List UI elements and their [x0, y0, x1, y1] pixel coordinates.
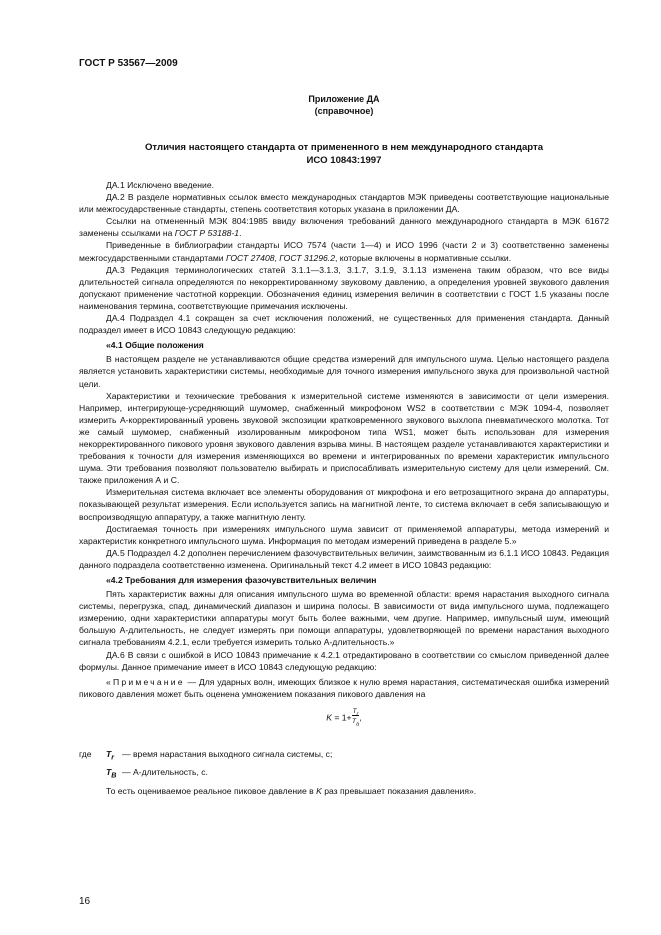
ref-gost-27408: ГОСТ 27408 — [225, 252, 275, 263]
document-title-line-2: ИСО 10843:1997 — [306, 154, 382, 166]
ref-gost-r-53188: ГОСТ Р 53188-1 — [174, 228, 240, 239]
section-4-2-paragraph: Пять характеристик важны для описания импульсного шума во временной области: время нарастания выходного сигнала системы, перегрузка, спад, динамический диапазон и ширина полосы. В зависимости от вида импульсного шума, подлежащего измерению, одни характеристики аппаратуры могут быть более важными, чем другие. Например, импульсный шум, имеющий большую А-длительность, не следует измерять при помощи аппаратуры, удовлетворяющей по времени нарастания выходного сигнала требованиям 4.2.1, если требуется измерить только А-длительность.» — [79, 589, 609, 648]
document-header: ГОСТ Р 53567—2009 — [79, 58, 178, 69]
paragraph-da3: ДА.3 Редакция терминологических статей 3.1.1—3.1.3, 3.1.7, 3.1.9, 3.1.13 изменена таким образом, что все виды длительностей сигнала определяются по некорректированному звуковому давлению, а определения уровней звукового давления допускают применение частотной коррекции. Обозначения единиц измерения величин в соответствии с ГОСТ 1.5 указаны после наименования термина, соответствующие примечания исключены. — [79, 264, 609, 311]
where-item — [79, 748, 609, 764]
paragraph-iec-refs-text: Ссылки на отмененный МЭК 804:1985 ввиду включения требований данного международного стандарта в МЭК 61672 заменены ссылками на — [79, 216, 609, 239]
paragraph-bibliography-text: Приведенные в библиографии стандарты ИСО 7574 (части 1—4) и ИСО 1996 (части 2 и 3) соответственно заменены межгосударственными стандартами — [79, 240, 609, 263]
section-4-1-paragraph: В настоящем разделе не устанавливаются общие средства измерений для импульсного шума. Целью настоящего раздела является установить характеристики системы, необходимые для точного измерения импульсного звука для произвольной частной цели. — [79, 354, 609, 389]
page-number: 16 — [79, 896, 91, 907]
paragraph-bibliography-tail: , которые включены в нормативные ссылки. — [334, 252, 512, 263]
formula-denominator: $T_a$ — [351, 718, 359, 728]
section-4-2-heading: «4.2 Требования для измерения фазочувствительных величин — [106, 575, 377, 585]
final-k: K — [316, 785, 322, 796]
section-4-1-paragraph: Характеристики и технические требования к измерительной системе изменяются в зависимости от цели измерения. Например, интегрирующе-усредняющий шумомер, снабженный микрофоном WS2 в соответствии с МЭК 1094-4, позволяет измерить А-корректированный уровень звуковой экспозиции кратковременного звукового выхлопа пневматического молотка. Тот же самый шумомер, снабженный изолированным микрофоном типа WS1, может быть использован для измерения некорректированного пикового уровня звукового давления взрыва мины. В настоящем разделе устанавливаются характеристики и требования к точности для измерения изменяющихся во времени и интегрированных по времени характеристик импульсного шума. Эти требования позволяют пользователю выбирать и приспосабливать измерительную систему для цели измерений. См. также приложения А и С. — [79, 390, 609, 486]
section-4-1-paragraph: Измерительная система включает все элементы оборудования от микрофона и его ветрозащитного экрана до аппаратуры, показывающей результат измерения. Если используется запись на магнитной ленте, то система включает в себя записывающую и воспроизводящую аппаратуру, а также магнитную ленту. — [79, 487, 609, 522]
final-paragraph: То есть оцениваемое реальное пиковое давление в K раз превышает показания давления». — [106, 785, 477, 796]
document-body — [79, 179, 609, 797]
document-title — [79, 142, 609, 167]
paragraph-da1: ДА.1 Исключено введение. — [106, 180, 215, 190]
formula — [79, 708, 609, 742]
section-4-1-paragraph: Достигаемая точность при измерениях импульсного шума зависит от применяемой аппаратуры, метода измерений и характеристик конкретного импульсного шума. Информация по методам измерений приведена в разделе 5.» — [79, 523, 609, 546]
formula-numerator: $T_r$ — [352, 707, 359, 718]
note-paragraph — [79, 676, 609, 700]
where-label: где — [79, 748, 92, 759]
paragraph-da4: ДА.4 Подраздел 4.1 сокращен за счет исключения положений, не существенных для применения стандарта. Данный подраздел имеет в ИСО 10843 следующую редакцию: — [79, 313, 609, 336]
where-definition: — А-длительность, с. — [122, 766, 208, 777]
note-label: «Примечание — [106, 676, 185, 687]
document-title-line-1: Отличия настоящего стандарта от примененного в нем международного стандарта — [144, 142, 544, 153]
section-4-1-heading: «4.1 Общие положения — [106, 340, 204, 351]
paragraph-bibliography: Приведенные в библиографии стандарты ИСО 7574 (части 1—4) и ИСО 1996 (части 2 и 3) соответственно заменены межгосударственными стандартами ГОСТ 27408, ГОСТ 31296.2, которые включены в нормативные ссылки. — [79, 240, 609, 263]
where-definition: — время нарастания выходного сигнала системы, с; — [122, 748, 333, 759]
appendix-title: Приложение ДА — [308, 94, 380, 104]
paragraph-da6: ДА.6 В связи с ошибкой в ИСО 10843 примечание к 4.2.1 отредактировано в соответствии со смыслом приведенной далее формулы. Данное примечание имеет в ИСО 10843 следующую редакцию: — [79, 649, 609, 672]
formula-lhs: K — [326, 712, 332, 723]
where-item — [79, 766, 609, 782]
ref-gost-31296: ГОСТ 31296.2 — [279, 252, 335, 263]
note-text: — Для ударных волн, имеющих близкое к нулю время нарастания, систематическая ошибка измерений пикового давления может быть оценена умножением показания пикового давления на — [79, 676, 609, 699]
paragraph-da5: ДА.5 Подраздел 4.2 дополнен перечислением фазочувствительных величин, заимствованным из 6.1.1 ИСО 10843. Редакция данного подраздела соответственно изменена. Оригинальный текст 4.2 имеет в ИСО 10843 редакцию: — [79, 547, 609, 570]
appendix-heading — [79, 93, 609, 117]
appendix-subtitle: (справочное) — [314, 106, 374, 116]
formula-eq: = 1+ — [331, 712, 352, 723]
paragraph-iec-refs: Ссылки на отмененный МЭК 804:1985 ввиду включения требований данного международного стандарта в МЭК 61672 заменены ссылками на ГОСТ Р 53188-1. — [79, 216, 609, 239]
formula-tail: , — [359, 712, 362, 723]
paragraph-da2: ДА.2 В разделе нормативных ссылок вместо международных стандартов МЭК приведены соответствующие национальные или межгосударственные стандарты, степень соответствия которых указана в приложении ДА. — [79, 192, 609, 215]
where-symbol: $T_B$ — [106, 766, 117, 780]
where-symbol: $T_r$ — [106, 748, 115, 762]
